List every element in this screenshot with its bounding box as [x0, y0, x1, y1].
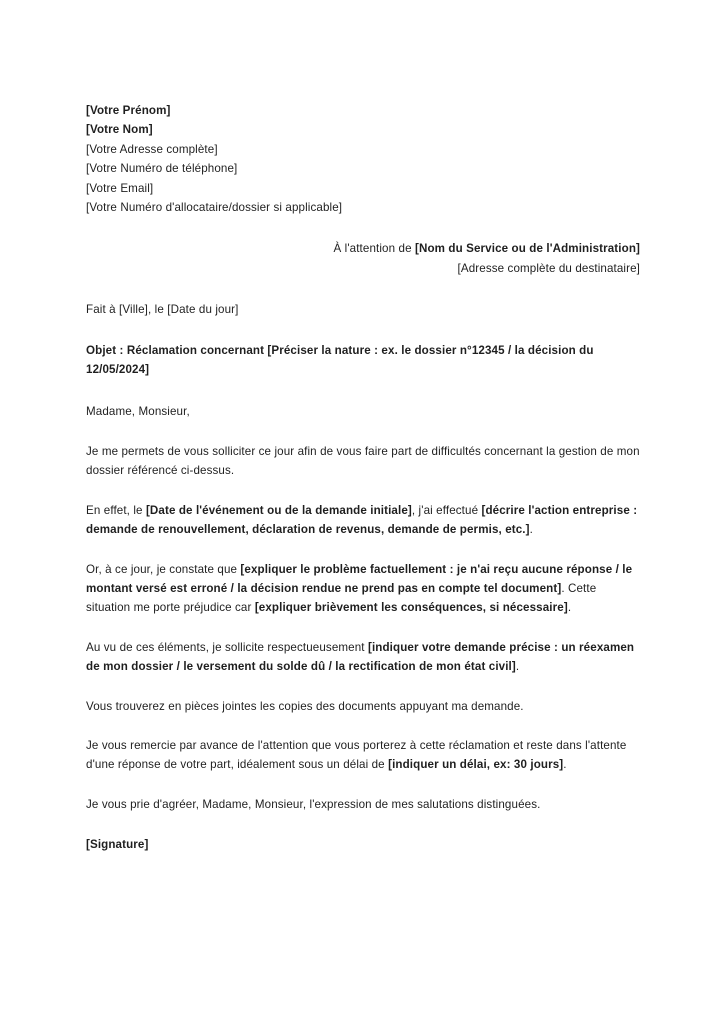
recipient-attention-placeholder: [Nom du Service ou de l'Administration] — [414, 242, 640, 256]
paragraph-3-placeholder-problem: [expliquer le problème factuellement : je n'ai reçu aucune réponse / le montant versé est erroné / la décision rendue ne prend pas en compte tel document] — [86, 562, 633, 595]
sender-address: [Votre Adresse complète] — [86, 142, 218, 156]
city-placeholder: [Ville] — [119, 303, 148, 317]
subject-line — [86, 341, 640, 380]
salutation-text: Madame, Monsieur, — [86, 405, 190, 419]
recipient-address-line: [Adresse complète du destinataire] — [457, 261, 640, 275]
sender-last-name: [Votre Nom] — [86, 123, 153, 137]
paragraph-3-segment-3: . Cette situation me porte préjudice car — [86, 581, 597, 615]
date-placeholder: [Date du jour] — [167, 303, 239, 317]
paragraph-3-segment-1: Or, à ce jour, je constate que — [86, 562, 241, 576]
paragraph-6-segment-3: . — [563, 758, 567, 772]
paragraph-4 — [86, 638, 640, 677]
place-prefix: Fait à — [86, 303, 120, 317]
signature-placeholder: [Signature] — [86, 838, 149, 852]
paragraph-6-segment-1: Je vous remercie par avance de l'attention que vous porterez à cette réclamation et reste dans l'attente d'une réponse de votre part, idéalement sous un délai de — [86, 738, 627, 772]
place-date-separator: , le — [147, 303, 168, 317]
letter-body — [86, 101, 640, 855]
paragraph-5-text: Vous trouverez en pièces jointes les copies des documents appuyant ma demande. — [86, 699, 524, 713]
paragraph-2-segment-5: . — [529, 523, 533, 537]
sender-phone: [Votre Numéro de téléphone] — [86, 162, 238, 176]
paragraph-2-placeholder-date: [Date de l'événement ou de la demande initiale] — [145, 503, 412, 517]
place-and-date-block — [86, 300, 640, 319]
closing-block — [86, 795, 640, 814]
paragraph-1 — [86, 442, 640, 481]
paragraph-2-placeholder-action: [décrire l'action entreprise : demande de renouvellement, déclaration de revenus, demande de permis, etc.] — [86, 503, 638, 537]
subject-label: Objet : Réclamation concernant — [86, 343, 268, 357]
paragraph-3-placeholder-consequences: [expliquer brièvement les conséquences, si nécessaire] — [254, 601, 568, 615]
sender-first-name: [Votre Prénom] — [86, 104, 171, 117]
paragraph-4-segment-3: . — [515, 660, 520, 674]
paragraph-4-placeholder-request: [indiquer votre demande précise : un réexamen de mon dossier / le versement du solde dû / la rectification de mon état civil] — [86, 640, 635, 674]
paragraph-2 — [86, 501, 640, 540]
recipient-attention-line — [86, 239, 640, 258]
closing-formula: Je vous prie d'agréer, Madame, Monsieur, l'expression de mes salutations distinguées. — [86, 797, 541, 811]
sender-file-number: [Votre Numéro d'allocataire/dossier si applicable] — [86, 201, 343, 215]
subject-block — [86, 341, 640, 380]
paragraph-3 — [86, 560, 640, 618]
salutation-block — [86, 402, 640, 421]
recipient-attention-prefix: À l'attention de — [333, 242, 415, 256]
paragraph-2-segment-3: , j'ai effectué — [411, 503, 482, 517]
subject-placeholder: [Préciser la nature : ex. le dossier n°12345 / la décision du 12/05/2024] — [86, 343, 594, 377]
signature-block — [86, 835, 640, 854]
recipient-address-block — [86, 239, 640, 278]
paragraph-3-segment-5: . — [567, 601, 572, 615]
paragraph-4-segment-1: Au vu de ces éléments, je sollicite respectueusement — [86, 640, 368, 654]
paragraph-1-text: Je me permets de vous solliciter ce jour afin de vous faire part de difficultés concernant la gestion de mon dossier référencé ci-dessus. — [86, 444, 640, 478]
sender-email: [Votre Email] — [86, 181, 154, 195]
paragraph-5 — [86, 697, 640, 716]
paragraph-6 — [86, 736, 640, 775]
paragraph-2-segment-1: En effet, le — [86, 503, 146, 517]
sender-address-block — [86, 101, 640, 217]
place-and-date-line — [86, 300, 640, 319]
letter-body-paragraphs — [86, 442, 640, 775]
paragraph-6-placeholder-deadline: [indiquer un délai, ex: 30 jours] — [388, 758, 564, 772]
